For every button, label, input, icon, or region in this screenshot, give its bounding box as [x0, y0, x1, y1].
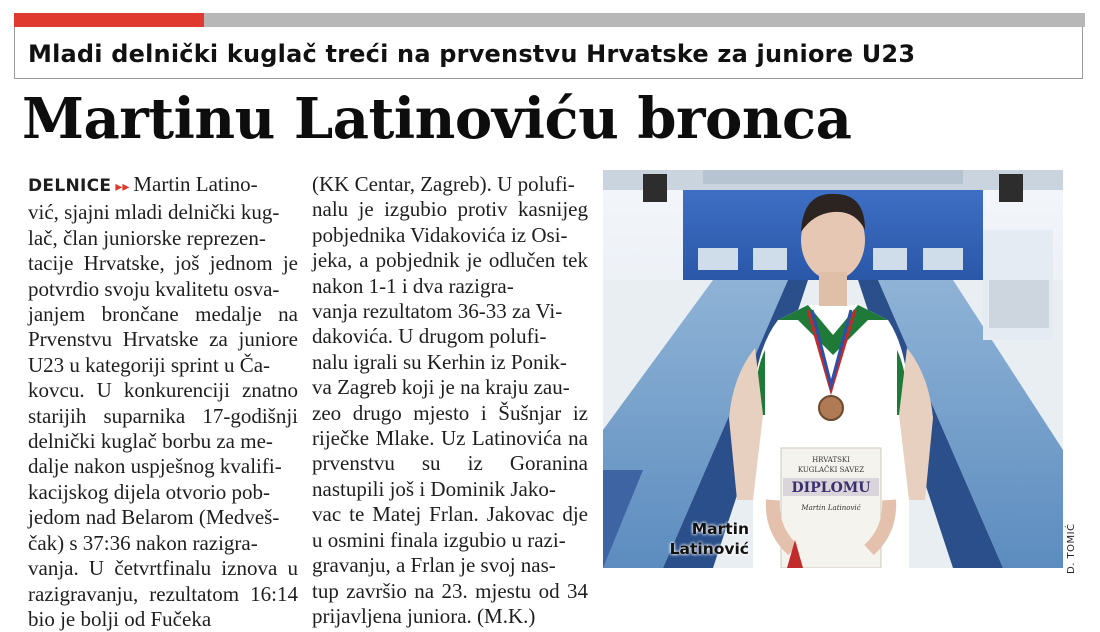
caption-first-name: Martin — [691, 520, 749, 538]
diploma-org: HRVATSKI — [812, 456, 850, 464]
dateline: DELNICE — [28, 176, 112, 196]
dateline-arrow-icon: ▸▸ — [115, 179, 130, 195]
header-rule — [204, 13, 1085, 27]
photo-caption — [653, 519, 749, 559]
diploma-org-2: KUGLAČKI SAVEZ — [797, 466, 865, 474]
headline: Martinu Latinoviću bronca — [22, 86, 852, 152]
diploma-name: Martin Latinović — [801, 504, 861, 512]
article-text-1: Martin Latino- vić, sjajni mladi delnički kug- lač, član juniorske reprezen- tacije Hrvatske, još jednom je potvrdio svoju kvalitetu osva- janjem brončane medalje na Prvenstvu Hrvatske za juniore U23 u kategoriji sprint u Ča- kovcu. U konkurenciji znatno starijih suparnika 17-godišnji delnički kuglač borbu za me- dalje nakon uspješnog kvalifi- kacijskog dijela otvorio pob- jedom nad Belarom (Medveš- čak) s 37:36 nakon razigra- vanja. U četvrtfinalu iznova u razigravanju, rezultatom 16:14 bio je bolji od Fučeka — [28, 172, 298, 631]
article-column-2: (KK Centar, Zagreb). U polufi- nalu je izgubio protiv kasnijeg pobjednika Vidakovića iz Osi- jeka, a pobjednik je odlučen tek nakon 1-1 i dva razigra- vanja rezultatom 36-33 za Vi- dakovića. U drugom polufi- nalu igrali su Kerhin iz Ponik- va Zagreb koji je na kraju zau- zeo drugo mjesto i Šušnjar iz riječke Mlake. Uz Latinovića na prvenstvu su iz Goranina nastupili još i Dominik Jako- vac te Matej Frlan. Jakovac dje u osmini finala izgubio u razi- gravanju, a Frlan je svoj nas- tup završio na 23. mjestu od 34 prijavljena juniora. (M.K.) — [312, 172, 588, 628]
accent-bar — [14, 13, 204, 27]
photo-credit: D. TOMIĆ — [1066, 523, 1077, 574]
article-photo — [603, 170, 1063, 568]
bowling-alley-photo — [603, 170, 1063, 568]
caption-last-name: Latinović — [669, 540, 749, 558]
article-column-1 — [28, 172, 298, 632]
diploma-title: DIPLOMU — [791, 480, 871, 496]
kicker-title: Mladi delnički kuglač treći na prvenstvu Hrvatske za juniore U23 — [28, 40, 916, 68]
